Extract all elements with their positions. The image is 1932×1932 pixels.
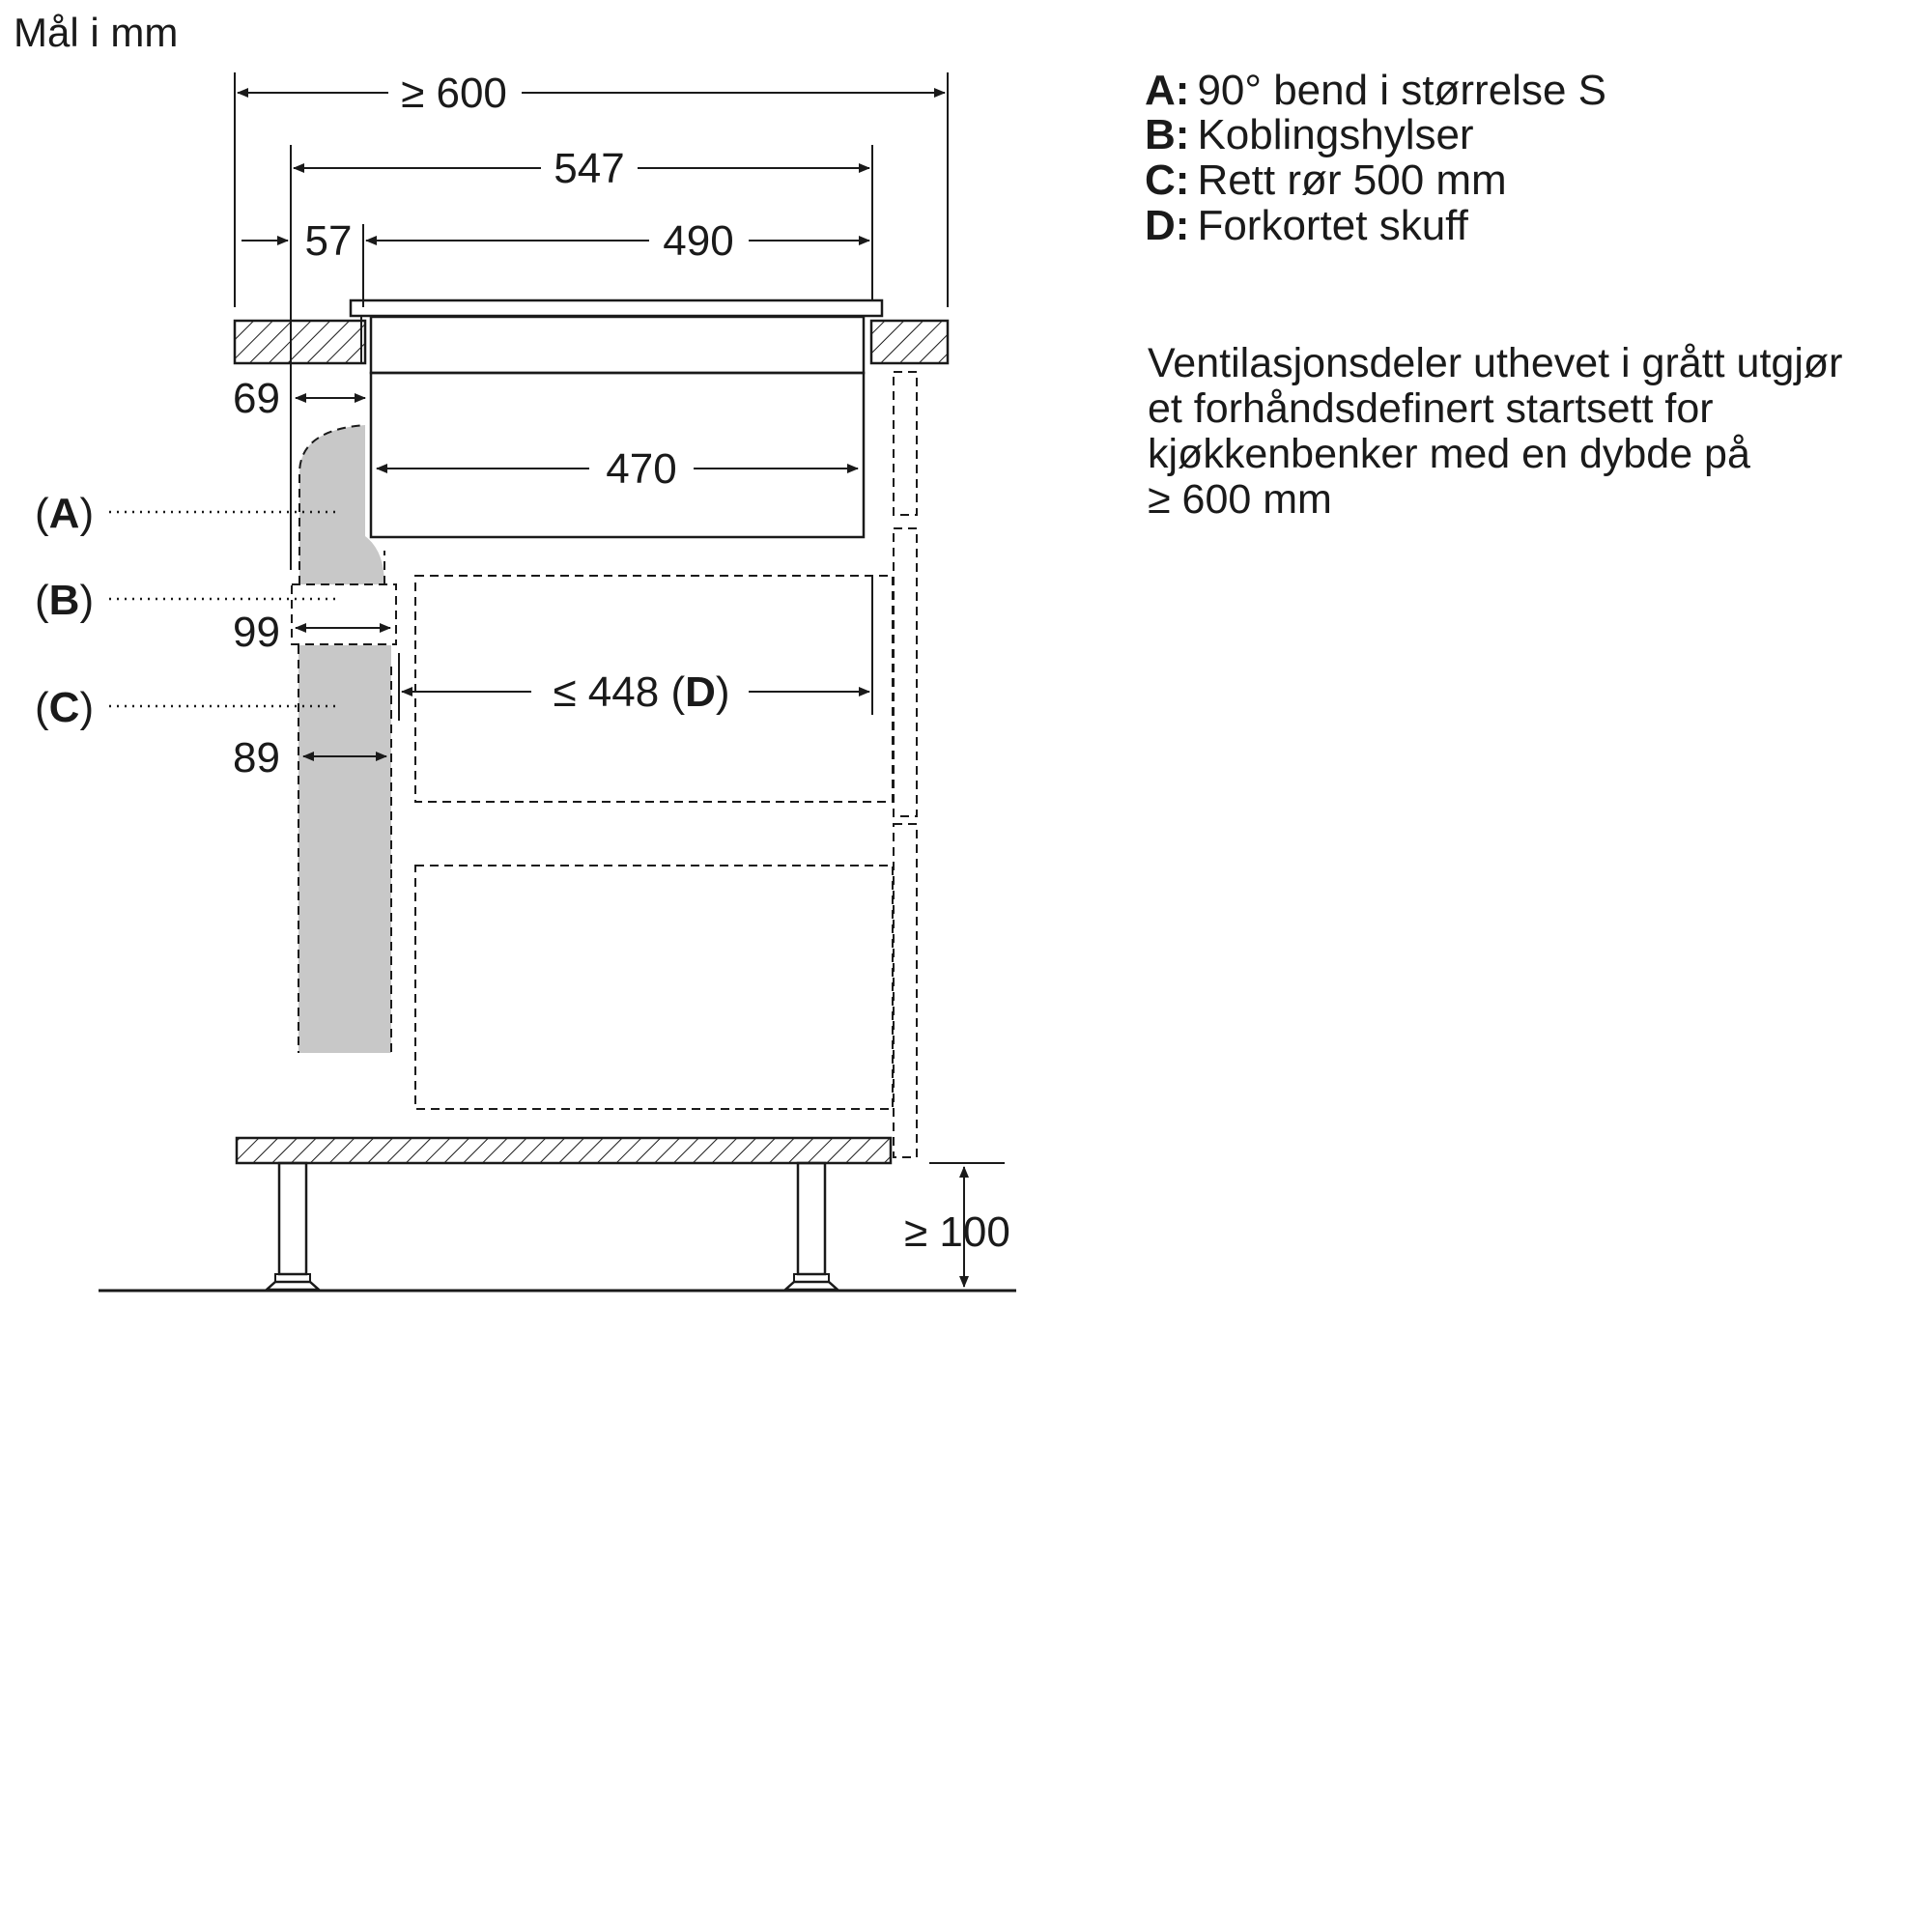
dim-sleeve-height-label: 99 (233, 609, 280, 656)
note-line-3: kjøkkenbenker med en dybde på (1148, 431, 1750, 477)
cabinet-base-board (237, 1138, 891, 1163)
note-line-4: ≥ 600 mm (1148, 476, 1332, 523)
dim-overall-width-label: ≥ 600 (401, 70, 507, 117)
dimension-plinth-height (904, 1163, 1010, 1287)
worktop-right (871, 321, 948, 363)
dim-left-offset-label: 57 (304, 217, 353, 265)
legend-item-a: A: 90° bend i størrelse S (1145, 67, 1607, 114)
cabinet-side-panel-middle (894, 528, 917, 816)
callout-a-key: A (48, 490, 80, 537)
adjustable-foot-right (785, 1163, 838, 1290)
dimension-cutout-width (366, 217, 869, 265)
unit-label: Mål i mm (14, 10, 179, 55)
dim-plinth-height-label: ≥ 100 (904, 1208, 1010, 1256)
dimension-drawer-depth (402, 668, 869, 716)
note-line-2: et forhåndsdefinert startsett for (1148, 385, 1714, 432)
dim-hob-width-label: 547 (554, 145, 625, 192)
dim-inner-width-label: 470 (606, 445, 677, 493)
dimension-hob-width (291, 145, 872, 570)
cabinet-side-panel-upper (894, 372, 917, 515)
svg-text:(C): (C) (35, 684, 95, 731)
dimension-left-offset (242, 217, 363, 307)
legend-item-b: B: Koblingshylser (1145, 111, 1474, 158)
legend-item-d: D: Forkortet skuff (1145, 202, 1468, 249)
svg-text:(A): (A) (35, 490, 95, 537)
dim-cutout-width-label: 490 (663, 217, 734, 265)
callout-a (35, 490, 340, 537)
dim-duct-gap-label: 89 (233, 734, 280, 781)
callout-b-key: B (48, 577, 80, 624)
cabinet-side-panel-lower (894, 824, 917, 1157)
hob-glass-top (351, 300, 882, 316)
legend-item-c: C: Rett rør 500 mm (1145, 156, 1507, 204)
dimension-duct-gap-top (233, 375, 365, 422)
dim-duct-gap-top-label: 69 (233, 375, 280, 422)
callout-c (35, 684, 340, 731)
straight-pipe-c (298, 645, 391, 1053)
note-line-1: Ventilasjonsdeler uthevet i grått utgjør (1148, 340, 1843, 386)
ventilation-note (1148, 340, 1842, 523)
svg-text:(B): (B) (35, 577, 95, 624)
dimension-inner-width (377, 445, 858, 493)
adjustable-foot-left (267, 1163, 319, 1290)
callout-c-key: C (48, 684, 80, 731)
hob-body-upper (371, 317, 864, 373)
worktop-left (235, 321, 365, 363)
dim-drawer-depth-label: ≤ 448 (D) (553, 668, 730, 716)
legend (1145, 67, 1606, 249)
coupling-sleeve-b (292, 584, 396, 644)
lower-drawer (415, 866, 893, 1109)
